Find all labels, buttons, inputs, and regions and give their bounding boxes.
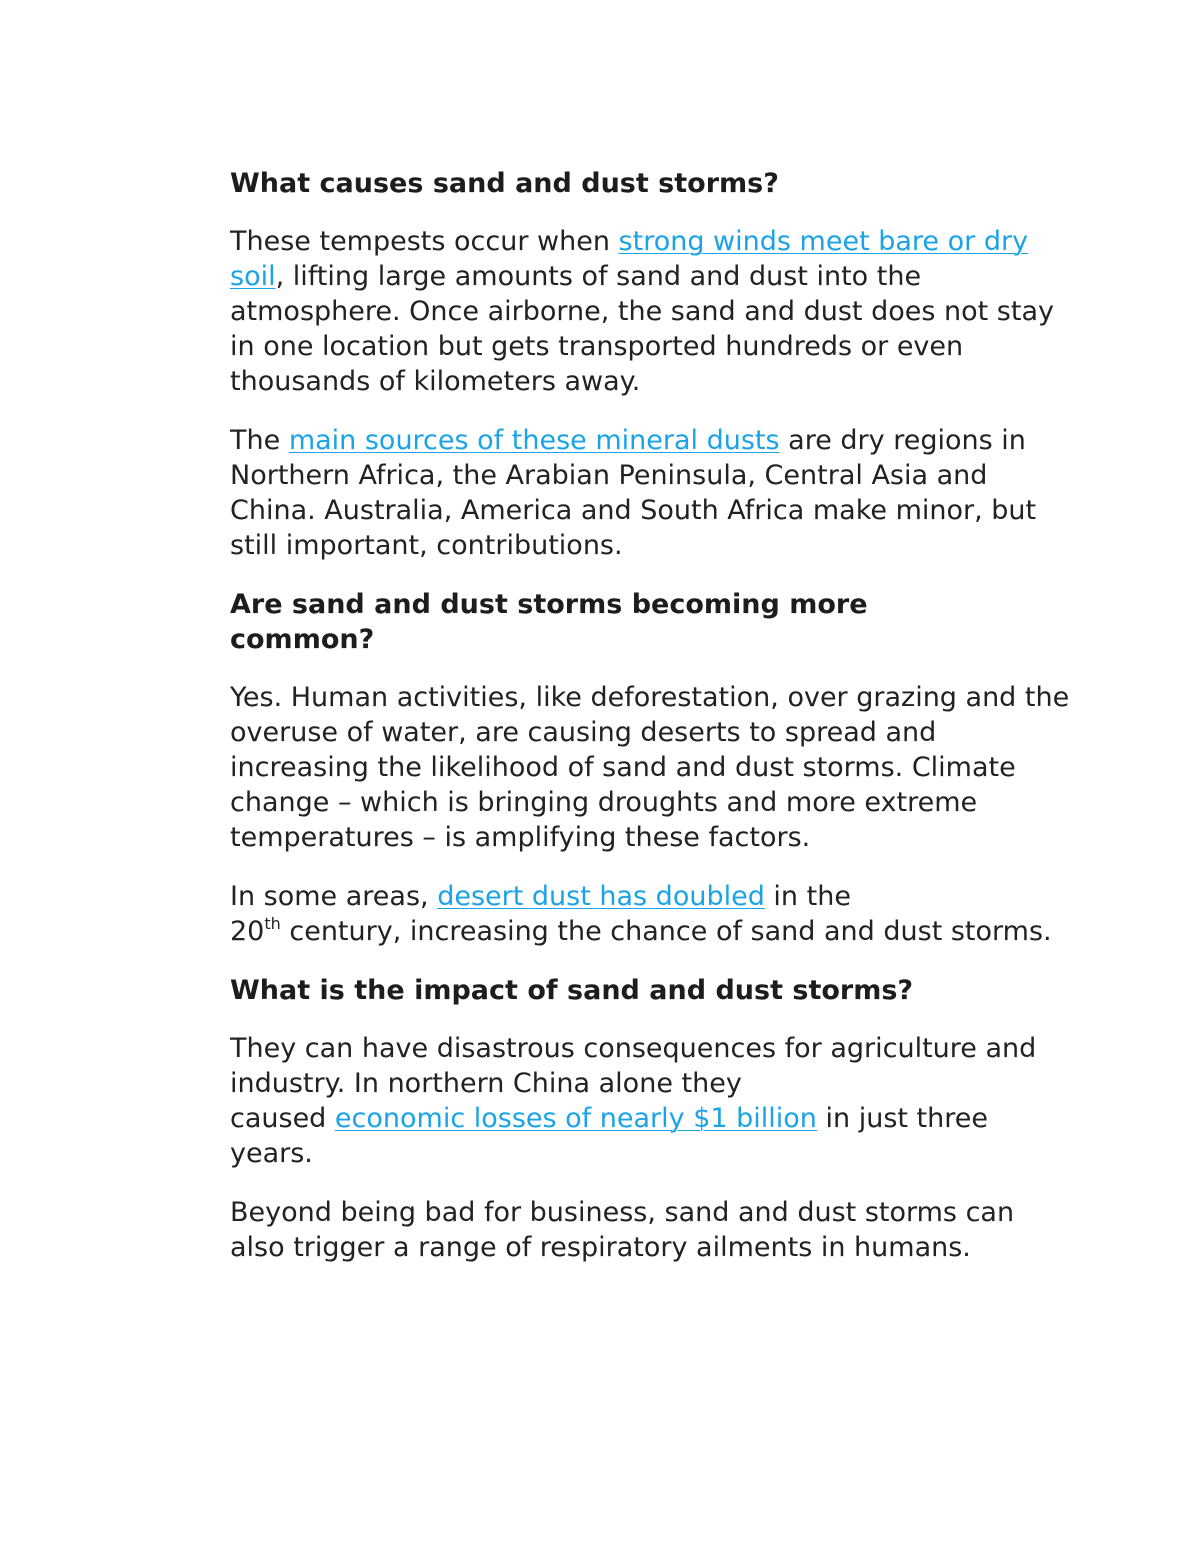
link-economic-losses[interactable]: economic losses of nearly $1 billion: [334, 1103, 817, 1134]
paragraph-common-doubled: In some areas, desert dust has doubled in the 20th century, increasing the chance of sand and dust storms.: [230, 881, 1052, 947]
heading-causes: What causes sand and dust storms?: [230, 168, 779, 199]
paragraph-impact-economic: They can have disastrous consequences for agriculture and industry. In northern China alone they caused economic losses of nearly $1 billion in just three years.: [230, 1033, 1037, 1169]
section-common: [230, 587, 1070, 949]
paragraph-common-human: Yes. Human activities, like deforestation, over grazing and the overuse of water, are causing deserts to spread and increasing the likelihood of sand and dust storms. Climate change – which is bringing droughts and more extreme temperatures – is amplifying these factors.: [230, 682, 1070, 853]
paragraph-causes-winds: These tempests occur when strong winds meet bare or dry soil, lifting large amounts of sand and dust into the atmosphere. Once airborne, the sand and dust does not stay in one location but gets transported hundreds or even thousands of kilometers away.: [230, 226, 1054, 397]
heading-common: Are sand and dust storms becoming more common?: [230, 589, 868, 655]
document-page: [230, 166, 1070, 1289]
link-strong-winds[interactable]: strong winds meet bare or dry soil: [230, 226, 1029, 292]
link-desert-dust[interactable]: desert dust has doubled: [437, 881, 765, 912]
heading-impact: What is the impact of sand and dust storms?: [230, 975, 914, 1006]
section-impact: [230, 973, 1070, 1265]
link-mineral-dusts[interactable]: main sources of these mineral dusts: [288, 425, 780, 456]
section-causes: [230, 166, 1070, 563]
paragraph-impact-health: Beyond being bad for business, sand and dust storms can also trigger a range of respiratory ailments in humans.: [230, 1197, 1015, 1263]
paragraph-causes-sources: The main sources of these mineral dusts are dry regions in Northern Africa, the Arabian Peninsula, Central Asia and China. Australia, America and South Africa make minor, but still important, contributions.: [230, 425, 1037, 561]
